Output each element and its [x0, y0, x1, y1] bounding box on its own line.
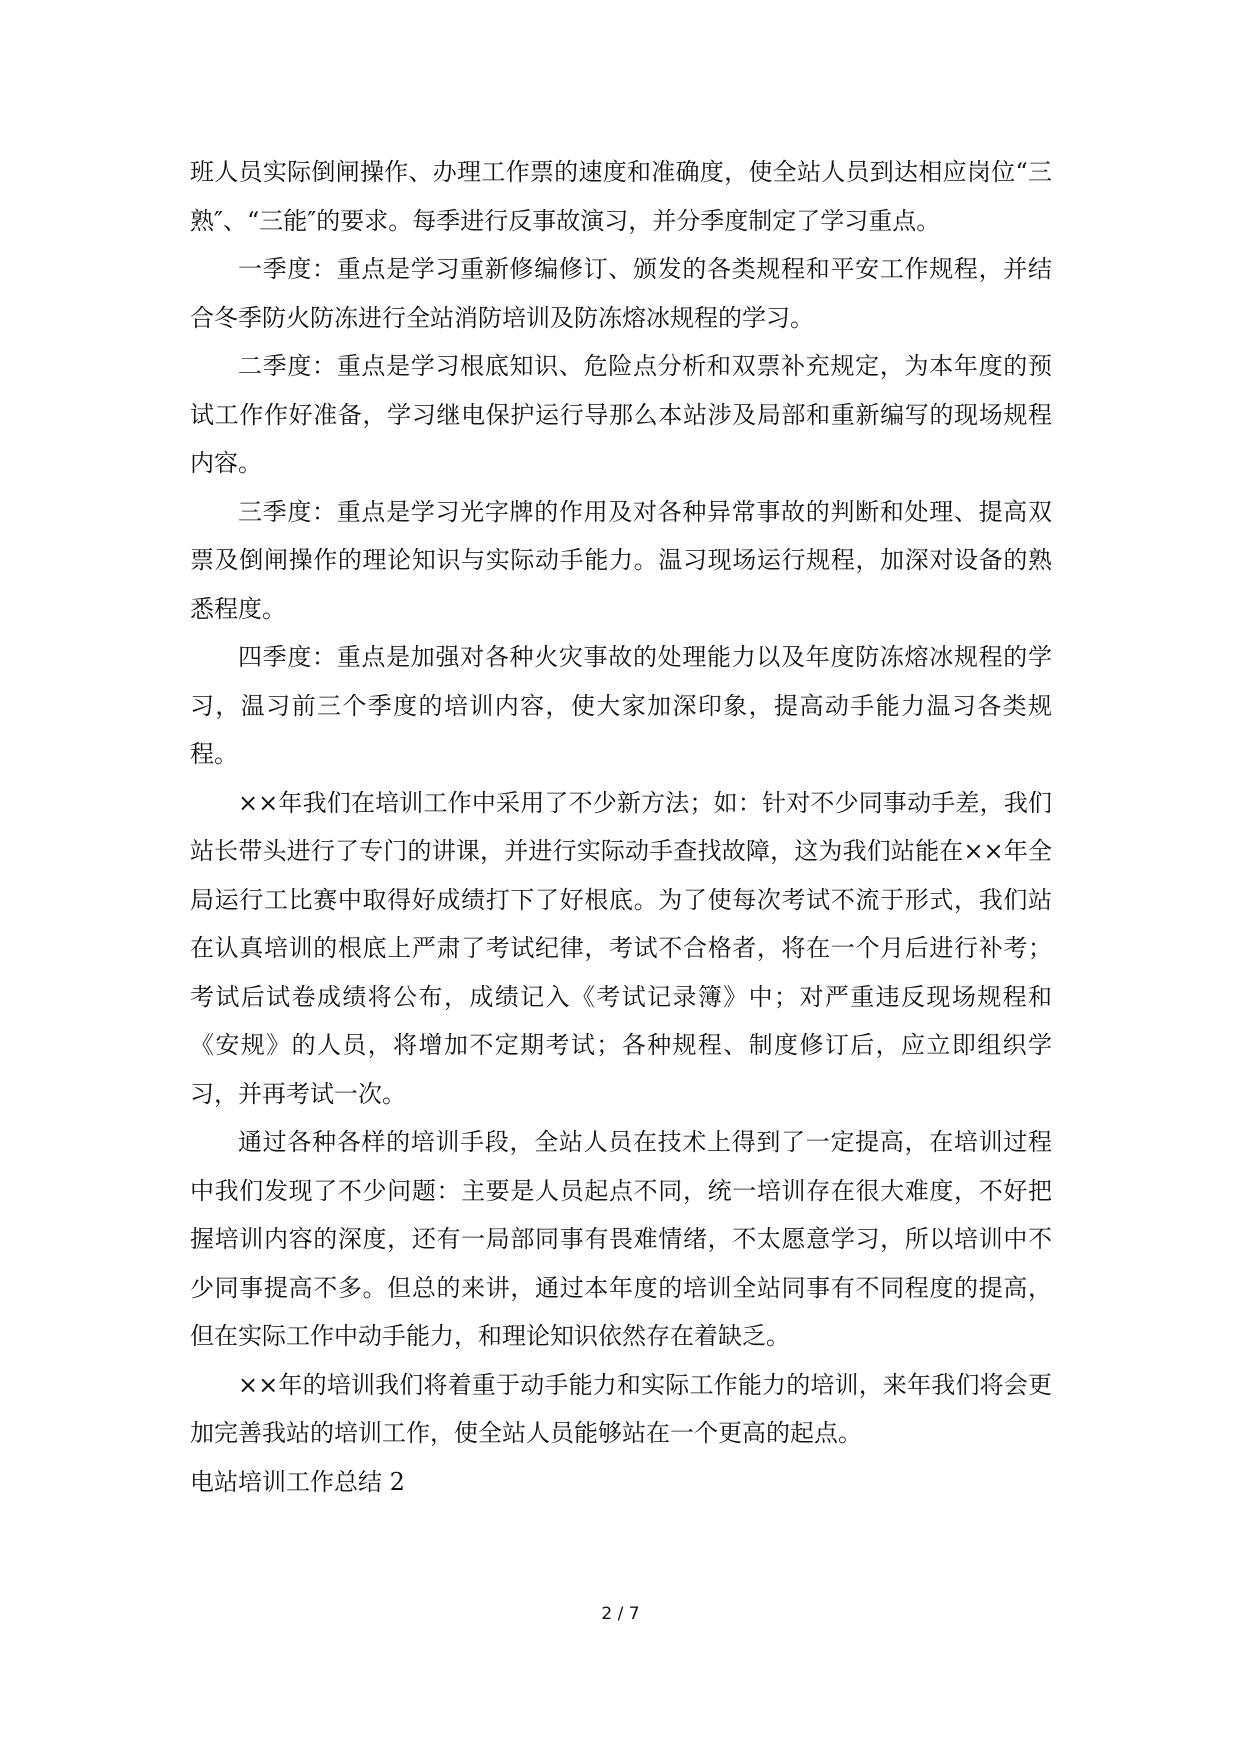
paragraph-next-year-plan: ××年的培训我们将着重于动手能力和实际工作能力的培训，来年我们将会更加完善我站的培训工作，使全站人员能够站在一个更高的起点。: [190, 1370, 1052, 1447]
paragraph-third-quarter: 三季度：重点是学习光字牌的作用及对各种异常事故的判断和处理、提高双票及倒闸操作的理论知识与实际动手能力。温习现场运行规程，加深对设备的熟悉程度。: [190, 497, 1052, 623]
paragraph-fourth-quarter: 四季度：重点是加强对各种火灾事故的处理能力以及年度防冻熔冰规程的学习，温习前三个季度的培训内容，使大家加深印象，提高动手能力温习各类规程。: [190, 643, 1052, 768]
paragraph-training-methods: ××年我们在培训工作中采用了不少新方法；如：针对不少同事动手差，我们站长带头进行了专门的讲课，并进行实际动手查找故障，这为我们站能在××年全局运行工比赛中取得好成绩打下了好根底。为了使每次考试不流于形式，我们站在认真培训的根底上严肃了考试纪律，考试不合格者，将在一个月后进行补考；考试后试卷成绩将公布，成绩记入《考试记录簿》中；对严重违反现场规程和《安规》的人员，将增加不定期考试；各种规程、制度修订后，应立即组织学习，并再考试一次。: [190, 788, 1052, 1108]
section-title: 电站培训工作总结 2: [190, 1467, 405, 1496]
paragraph-continued: 班人员实际倒闸操作、办理工作票的速度和准确度，使全站人员到达相应岗位“三熟″、“三能″的要求。每季进行反事故演习，并分季度制定了学习重点。: [190, 158, 1052, 235]
paragraph-problems-found: 通过各种各样的培训手段，全站人员在技术上得到了一定提高，在培训过程中我们发现了不少问题：主要是人员起点不同，统一培训存在很大难度，不好把握培训内容的深度，还有一局部同事有畏难情绪，不太愿意学习，所以培训中不少同事提高不多。但总的来讲，通过本年度的培训全站同事有不同程度的提高，但在实际工作中动手能力，和理论知识依然存在着缺乏。: [190, 1128, 1052, 1350]
paragraph-second-quarter: 二季度：重点是学习根底知识、危险点分析和双票补充规定，为本年度的预试工作作好准备，学习继电保护运行导那么本站涉及局部和重新编写的现场规程内容。: [190, 352, 1052, 477]
document-body: [190, 148, 1052, 1506]
page-number: 2 / 7: [601, 1604, 640, 1624]
paragraph-first-quarter: 一季度：重点是学习重新修编修订、颁发的各类规程和平安工作规程，并结合冬季防火防冻进行全站消防培训及防冻熔冰规程的学习。: [190, 255, 1052, 332]
